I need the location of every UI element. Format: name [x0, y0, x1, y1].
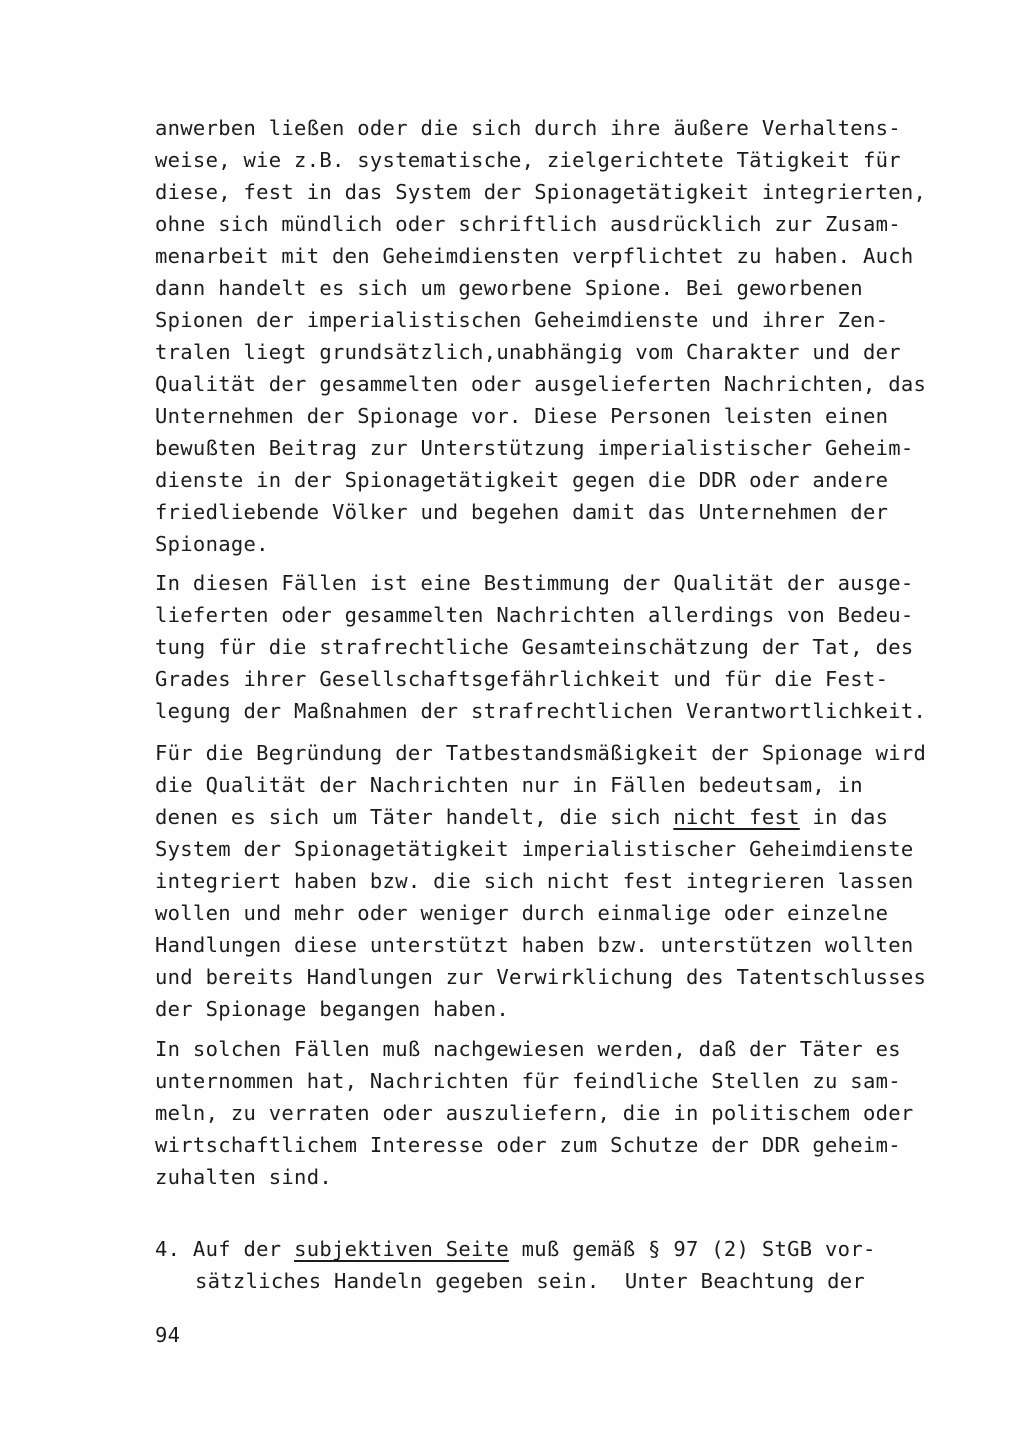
text-line: bewußten Beitrag zur Unterstützung imperialistischer Geheim- [155, 436, 914, 460]
text-line: wollen und mehr oder weniger durch einmalige oder einzelne [155, 901, 889, 925]
text-line: Spionen der imperialistischen Geheimdienste und ihrer Zen- [155, 308, 889, 332]
text-line: System der Spionagetätigkeit imperialistischer Geheimdienste [155, 837, 914, 861]
text-segment: muß gemäß § 97 (2) StGB vor- [508, 1237, 876, 1261]
text-line: unternommen hat, Nachrichten für feindliche Stellen zu sam- [155, 1069, 901, 1093]
text-line: weise, wie z.B. systematische, zielgerichtete Tätigkeit für [155, 148, 901, 172]
text-line [155, 801, 888, 833]
text-line: Spionage. [155, 532, 269, 556]
text-line: integriert haben bzw. die sich nicht fest integrieren lassen [155, 869, 914, 893]
text-line: dienste in der Spionagetätigkeit gegen die DDR oder andere [155, 468, 889, 492]
text-line: ohne sich mündlich oder schriftlich ausdrücklich zur Zusam- [155, 212, 901, 236]
text-line: legung der Maßnahmen der strafrechtlichen Verantwortlichkeit. [155, 699, 927, 723]
text-line: In solchen Fällen muß nachgewiesen werden, daß der Täter es [155, 1037, 901, 1061]
text-line: Unternehmen der Spionage vor. Diese Personen leisten einen [155, 404, 889, 428]
text-line: diese, fest in das System der Spionagetätigkeit integrierten, [155, 180, 927, 204]
text-line: anwerben ließen oder die sich durch ihre äußere Verhaltens- [155, 116, 901, 140]
text-line: menarbeit mit den Geheimdiensten verpflichtet zu haben. Auch [155, 244, 914, 268]
text-line: dann handelt es sich um geworbene Spione. Bei geworbenen [155, 276, 863, 300]
text-segment: 4. Auf der [155, 1237, 295, 1261]
text-line: meln, zu verraten oder auszuliefern, die in politischem oder [155, 1101, 914, 1125]
text-line [155, 1233, 876, 1265]
text-line: sätzliches Handeln gegeben sein. Unter Beachtung der [195, 1269, 866, 1293]
text-line: In diesen Fällen ist eine Bestimmung der Qualität der ausge- [155, 571, 914, 595]
text-line: Handlungen diese unterstützt haben bzw. unterstützen wollten [155, 933, 914, 957]
text-line: der Spionage begangen haben. [155, 997, 509, 1021]
text-line: friedliebende Völker und begehen damit das Unternehmen der [155, 500, 889, 524]
text-segment: in das [799, 805, 889, 829]
text-line: Für die Begründung der Tatbestandsmäßigkeit der Spionage wird [155, 741, 927, 765]
text-line: zuhalten sind. [155, 1165, 332, 1189]
text-line: tung für die strafrechtliche Gesamteinschätzung der Tat, des [155, 635, 914, 659]
text-line: und bereits Handlungen zur Verwirklichung des Tatentschlusses [155, 965, 927, 989]
underlined-phrase: nicht fest [673, 805, 800, 829]
page-number: 94 [155, 1323, 181, 1347]
text-segment: denen es sich um Täter handelt, die sich [155, 805, 674, 829]
text-line: lieferten oder gesammelten Nachrichten allerdings von Bedeu- [155, 603, 914, 627]
text-line: die Qualität der Nachrichten nur in Fällen bedeutsam, in [155, 773, 863, 797]
text-line: Grades ihrer Gesellschaftsgefährlichkeit und für die Fest- [155, 667, 889, 691]
text-line: tralen liegt grundsätzlich,unabhängig vom Charakter und der [155, 340, 901, 364]
text-line: Qualität der gesammelten oder ausgelieferten Nachrichten, das [155, 372, 927, 396]
underlined-phrase: subjektiven Seite [294, 1237, 509, 1261]
text-line: wirtschaftlichem Interesse oder zum Schutze der DDR geheim- [155, 1133, 901, 1157]
